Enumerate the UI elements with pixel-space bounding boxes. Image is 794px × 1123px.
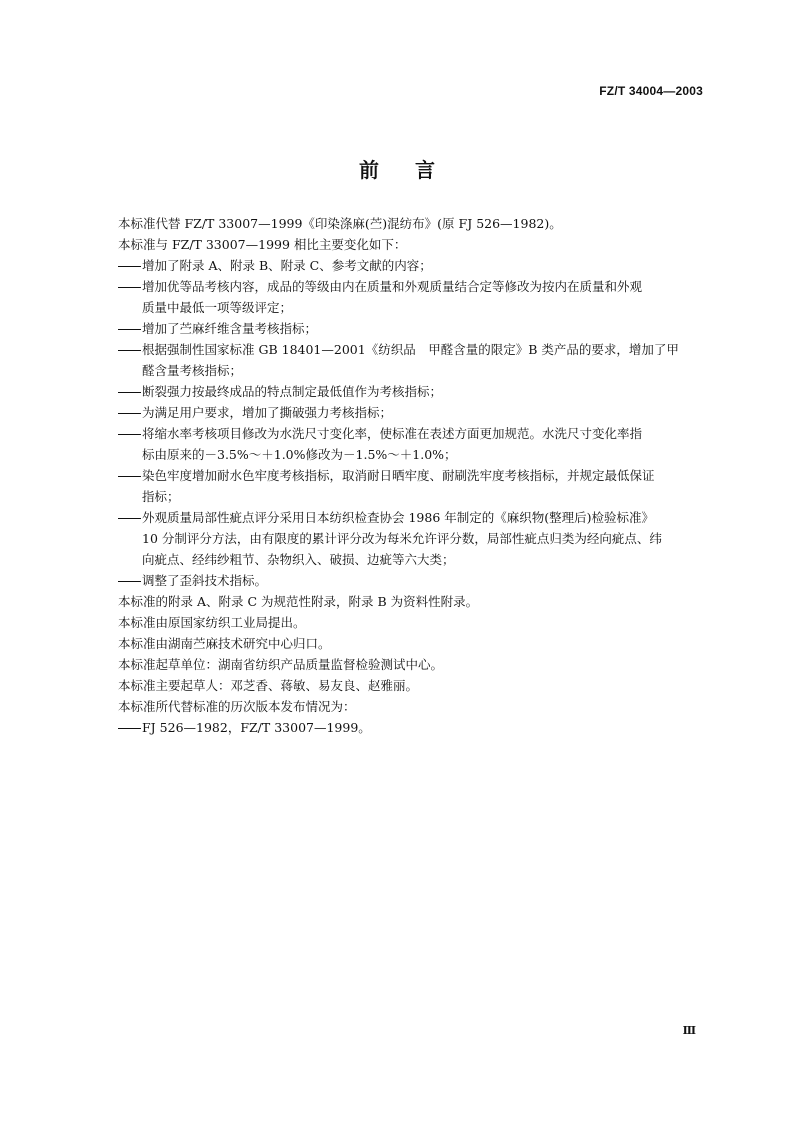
document-code: FZ/T 34004—2003: [599, 84, 703, 98]
paragraph-history-intro: 本标准所代替标准的历次版本发布情况为：: [118, 699, 356, 714]
dash-marker: [118, 255, 142, 276]
change-item-text: 染色牢度增加耐水色牢度考核指标，取消耐日晒牢度、耐刷洗牢度考核指标，并规定最低保证: [142, 468, 655, 483]
page-title: 前言: [359, 158, 471, 182]
dash-marker: [118, 423, 142, 465]
change-item-text: 质量中最低一项等级评定；: [142, 300, 293, 315]
page-number: Ⅲ: [682, 1024, 696, 1037]
dash-marker: [118, 465, 142, 507]
change-item-text: 增加了苎麻纤维含量考核指标；: [142, 321, 318, 336]
change-item: [118, 507, 708, 570]
change-item-text: 为满足用户要求，增加了撕破强力考核指标；: [142, 405, 393, 420]
change-item: [118, 276, 708, 318]
paragraph-proposed-by: 本标准由原国家纺织工业局提出。: [118, 615, 306, 630]
paragraph-replaces: 本标准代替 FZ/T 33007—1999《印染涤麻(苎)混纺布》(原 FJ 526—1982)。: [118, 216, 562, 231]
change-item-text: 标由原来的－3.5%～＋1.0%修改为－1.5%～＋1.0%；: [142, 447, 457, 462]
history-item: [118, 717, 708, 738]
change-item-text: 10 分制评分方法，由有限度的累计评分改为每米允许评分数，局部性疵点归类为经向疵点、纬: [142, 531, 662, 546]
history-item-text: FJ 526—1982，FZ/T 33007—1999。: [142, 720, 371, 735]
dash-marker: [118, 318, 142, 339]
change-item-text: 调整了歪斜技术指标。: [142, 573, 268, 588]
change-item: [118, 339, 708, 381]
dash-marker: [118, 276, 142, 318]
paragraph-centralized-by: 本标准由湖南苎麻技术研究中心归口。: [118, 636, 331, 651]
change-item-text: 根据强制性国家标准 GB 18401—2001《纺织品 甲醛含量的限定》B 类产品的要求，增加了甲: [142, 342, 679, 357]
change-item: [118, 423, 708, 465]
dash-marker: [118, 402, 142, 423]
paragraph-changes-intro: 本标准与 FZ/T 33007—1999 相比主要变化如下：: [118, 237, 407, 252]
change-item: [118, 402, 708, 423]
change-item: [118, 465, 708, 507]
change-item-text: 向疵点、经纬纱粗节、杂物织入、破损、边疵等六大类；: [142, 552, 455, 567]
dash-marker: [118, 507, 142, 570]
dash-marker: [118, 339, 142, 381]
paragraph-annexes: 本标准的附录 A、附录 C 为规范性附录，附录 B 为资料性附录。: [118, 594, 479, 609]
paragraph-drafting-unit: 本标准起草单位：湖南省纺织产品质量监督检验测试中心。: [118, 657, 444, 672]
change-item: [118, 570, 708, 591]
change-item-text: 增加了附录 A、附录 B、附录 C、参考文献的内容；: [142, 258, 432, 273]
change-item: [118, 381, 708, 402]
change-item-text: 断裂强力按最终成品的特点制定最低值作为考核指标；: [142, 384, 443, 399]
dash-marker: [118, 570, 142, 591]
change-item: [118, 318, 708, 339]
change-item-text: 将缩水率考核项目修改为水洗尺寸变化率，使标准在表述方面更加规范。水洗尺寸变化率指: [142, 426, 643, 441]
change-item: [118, 255, 708, 276]
change-item-text: 醛含量考核指标；: [142, 363, 243, 378]
dash-marker: [118, 381, 142, 402]
paragraph-drafters: 本标准主要起草人：邓芝香、蒋敏、易友良、赵雅丽。: [118, 678, 419, 693]
change-item-text: 增加优等品考核内容，成品的等级由内在质量和外观质量结合定等修改为按内在质量和外观: [142, 279, 643, 294]
foreword-body: [118, 213, 708, 738]
change-item-text: 指标；: [142, 489, 180, 504]
change-item-text: 外观质量局部性疵点评分采用日本纺织检查协会 1986 年制定的《麻织物(整理后)检验标准》: [142, 510, 655, 525]
dash-marker: [118, 717, 142, 738]
